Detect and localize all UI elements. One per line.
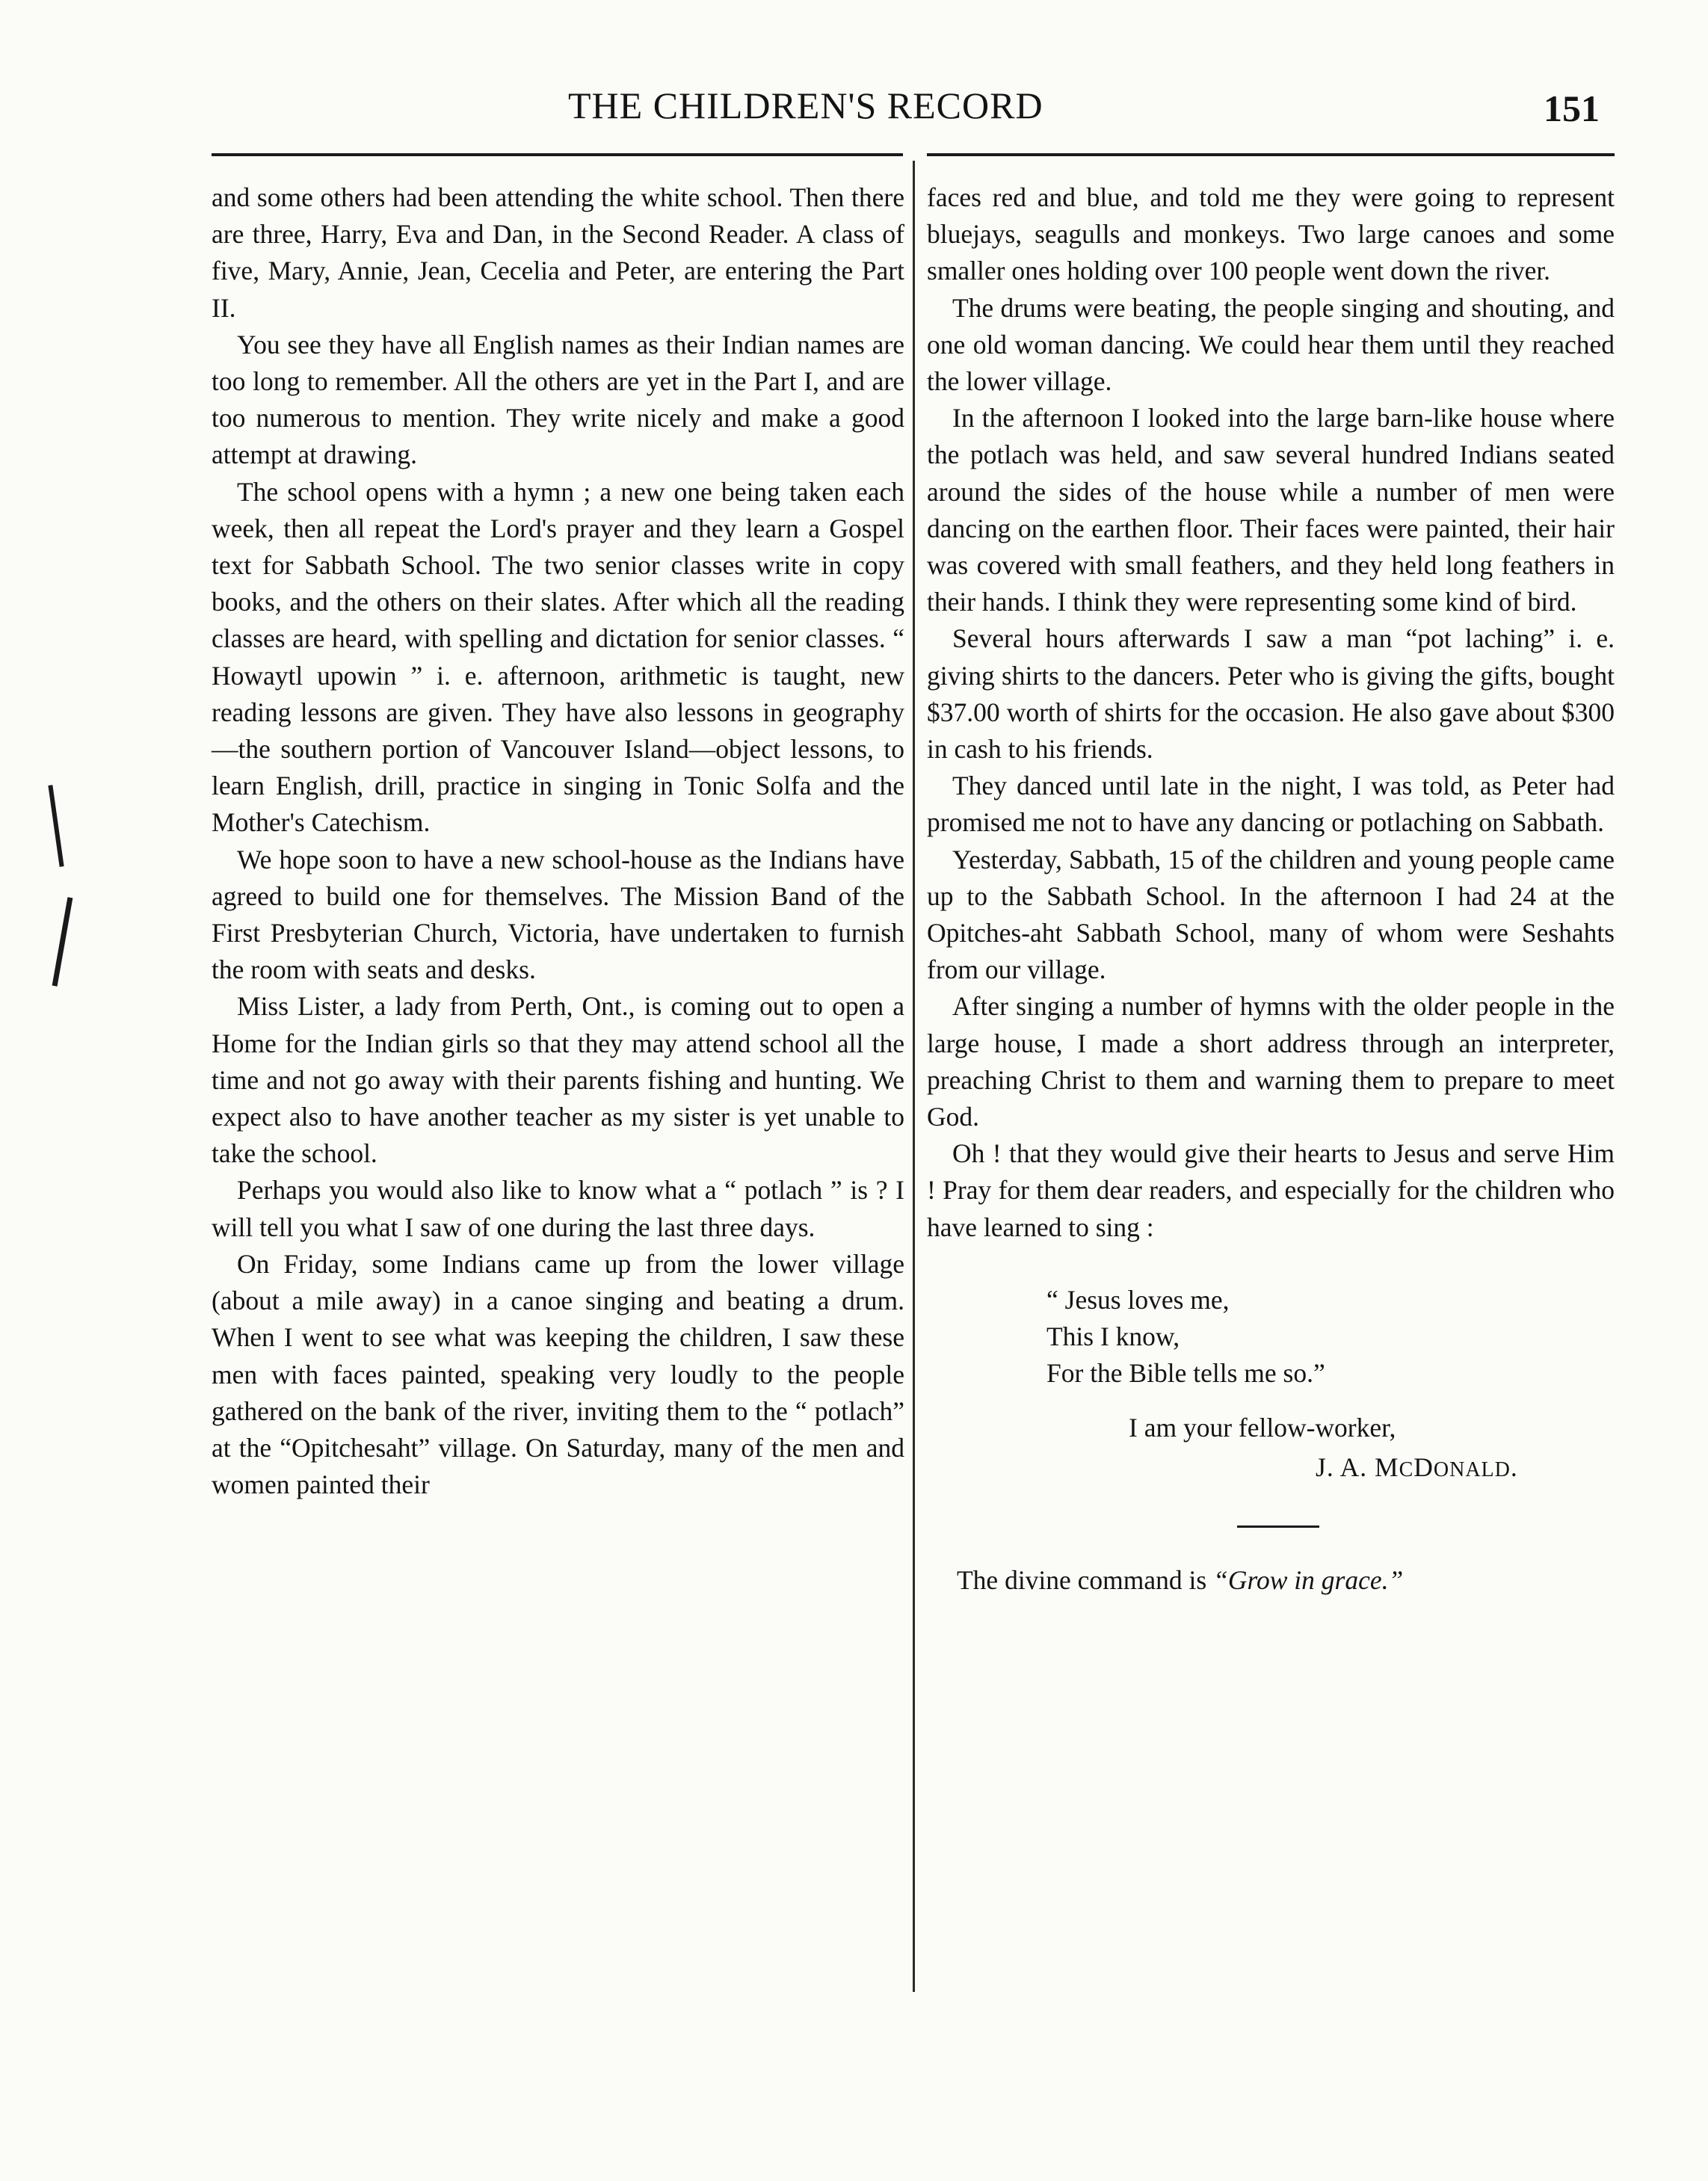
right-paragraph: Several hours afterwards I saw a man “pot laching” i. e. giving shirts to the dancers. Peter who is giving the gifts, bought $37.00 worth of shirts for the occasion. He also gave about $300 in cash to his friends. <box>927 623 1615 765</box>
left-paragraph: Miss Lister, a lady from Perth, Ont., is coming out to open a Home for the Indian girls so that they may attend school all the time and not go away with their parents fishing and hunting. We expect also to have another teacher as my sister is yet unable to take the school. <box>212 991 904 1169</box>
right-paragraph: Yesterday, Sabbath, 15 of the children and young people came up to the Sabbath School. In the afternoon I had 24 at the Opitches-aht Sabbath School, many of whom were Seshahts from our village. <box>927 844 1615 985</box>
right-paragraph: faces red and blue, and told me they were going to represent bluejays, seagulls and monkeys. Two large canoes and some smaller ones holding over 100 people went down the river. <box>927 182 1615 286</box>
right-paragraph: The drums were beating, the people singing and shouting, and one old woman dancing. We could hear them until they reached the lower village. <box>927 292 1615 397</box>
page-header-title: THE CHILDREN'S RECORD <box>568 84 1043 126</box>
page-number: 151 <box>1544 87 1600 129</box>
motto <box>927 1562 1615 1599</box>
left-paragraph: Perhaps you would also like to know what a “ potlach ” is ? I will tell you what I saw of one during the last three days. <box>212 1175 904 1242</box>
motto-prefix: The divine command is <box>957 1565 1214 1596</box>
right-column <box>927 179 1615 1599</box>
right-paragraph: Oh ! that they would give their hearts to Jesus and serve Him ! Pray for them dear readers, and especially for the children who have learned to sing : <box>927 1138 1615 1242</box>
closing-line: I am your fellow-worker, <box>1129 1412 1396 1443</box>
hymn-line: For the Bible tells me so.” <box>1046 1357 1325 1388</box>
section-divider <box>1237 1526 1319 1528</box>
column-divider <box>913 161 915 1992</box>
left-column <box>212 179 904 1503</box>
hymn-line: This I know, <box>1046 1321 1180 1351</box>
right-paragraph: They danced until late in the night, I was told, as Peter had promised me not to have any dancing or potlaching on Sabbath. <box>927 771 1615 838</box>
hymn-verse <box>1046 1282 1615 1392</box>
right-paragraph: In the afternoon I looked into the large barn-like house where the potlach was held, and saw several hundred Indians seated around the sides of the house while a number of men were dancing on the earthen floor. Their faces were painted, their hair was covered with small feathers, and they held long feathers in their hands. I think they were representing some kind of bird. <box>927 403 1615 617</box>
left-paragraph: We hope soon to have a new school-house as the Indians have agreed to build one for themselves. The Mission Band of the First Presbyterian Church, Victoria, have undertaken to furnish the room with seats and desks. <box>212 844 904 985</box>
header-rule-right <box>927 153 1615 156</box>
margin-mark-2 <box>52 897 73 986</box>
hymn-line: “ Jesus loves me, <box>1046 1284 1230 1315</box>
header-rule-left <box>212 153 903 156</box>
left-paragraph: The school opens with a hymn ; a new one being taken each week, then all repeat the Lord's prayer and they learn a Gospel text for Sabbath School. The two senior classes write in copy books, and the others on their slates. After which all the reading classes are heard, with spelling and dictation for senior classes. “ Howaytl upowin ” i. e. afternoon, arithmetic is taught, new reading lessons are given. They have also lessons in geography —the southern portion of Vancouver Island—object lessons, to learn English, drill, practice in singing in Tonic Solfa and the Mother's Catechism. <box>212 476 904 838</box>
right-paragraph: After singing a number of hymns with the older people in the large house, I made a short address through an interpreter, preaching Christ to them and warning them to prepare to meet God. <box>927 991 1615 1132</box>
signature-initials: J. A. M <box>1316 1452 1399 1483</box>
signature-smallcaps: C <box>1399 1458 1414 1482</box>
margin-mark-1 <box>48 785 64 867</box>
left-paragraph: On Friday, some Indians came up from the lower village (about a mile away) in a canoe singing and beating a drum. When I went to see what was keeping the children, I saw these men with faces painted, speaking very loudly to the people gathered on the bank of the river, inviting them to the “ potlach” at the “Opitchesaht” village. On Saturday, many of the men and women painted their <box>212 1248 904 1500</box>
signature-period: . <box>1510 1452 1518 1483</box>
left-paragraph: and some others had been attending the white school. Then there are three, Harry, Eva and Dan, in the Second Reader. A class of five, Mary, Annie, Jean, Cecelia and Peter, are entering the Part II. <box>212 182 904 323</box>
signature <box>927 1449 1615 1488</box>
motto-quote: “Grow in grace.” <box>1213 1565 1404 1596</box>
left-paragraph: You see they have all English names as their Indian names are too long to remember. All the others are yet in the Part I, and are too numerous to mention. They write nicely and make a good attempt at drawing. <box>212 329 904 470</box>
signature-capital: D <box>1413 1452 1434 1483</box>
signature-smallcaps: ONALD <box>1433 1458 1511 1482</box>
